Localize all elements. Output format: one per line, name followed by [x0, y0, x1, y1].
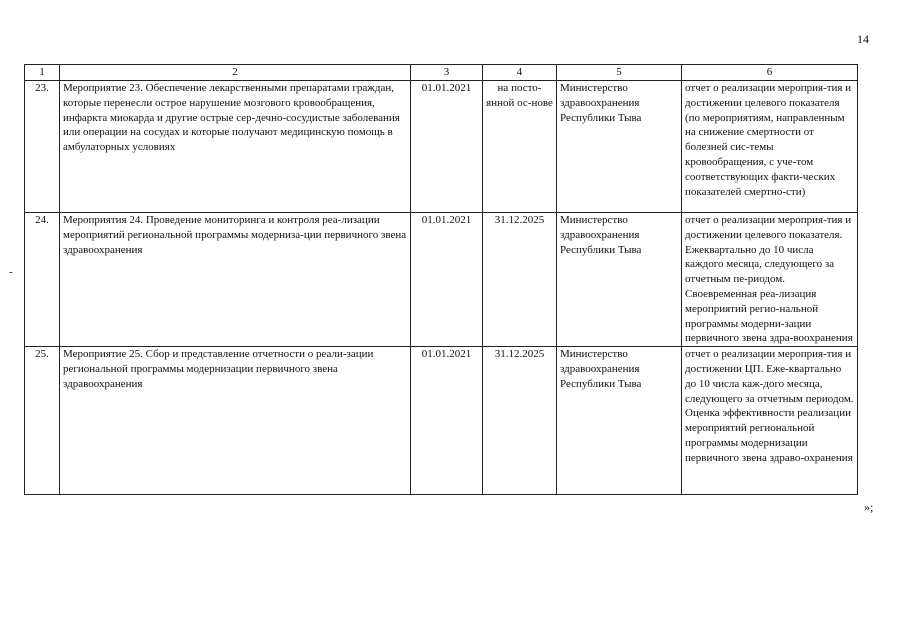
start-date: 01.01.2021 — [411, 213, 483, 347]
column-header: 2 — [60, 65, 411, 81]
end-date: 31.12.2025 — [483, 347, 557, 495]
table-header-row — [25, 65, 858, 81]
start-date: 01.01.2021 — [411, 81, 483, 213]
end-date: 31.12.2025 — [483, 213, 557, 347]
row-number: 23. — [25, 81, 60, 213]
row-number: 24. — [25, 213, 60, 347]
column-header: 3 — [411, 65, 483, 81]
activity-name: Мероприятие 25. Сбор и представление отчетности о реали-зации региональной программы модернизации первичного звена здравоохранения — [60, 347, 411, 495]
column-header: 1 — [25, 65, 60, 81]
table-row — [25, 213, 858, 347]
expected-result: отчет о реализации мероприя-тия и достижении целевого показателя (по мероприятиям, направленным на снижение смертности от болезней сис-темы кровообращения, с уче-том соответствующих факти-ческих показателей смертно-сти) — [682, 81, 858, 213]
column-header: 5 — [557, 65, 682, 81]
closing-quote-mark: »; — [864, 500, 874, 514]
table-row — [25, 347, 858, 495]
column-header: 4 — [483, 65, 557, 81]
row-number: 25. — [25, 347, 60, 495]
executor: Министерство здравоохранения Республики Тыва — [557, 81, 682, 213]
table-row — [25, 81, 858, 213]
expected-result: отчет о реализации мероприя-тия и достижении целевого показателя. Ежеквартально до 10 числа каждого месяца, следующего за отчетным пе-риодом. Своевременная реа-лизация мероприятий регио-нальной программы модерни-зации первичного звена здра-воохранения — [682, 213, 858, 347]
margin-mark: - — [9, 266, 13, 278]
page-number: 14 — [857, 32, 869, 46]
activity-name: Мероприятие 23. Обеспечение лекарственными препаратами граждан, которые перенесли острое нарушение мозгового кровообращения, инфаркта миокарда и другие острые сер-дечно-сосудистые заболевания или операции на сосудах и которые получают медицинскую помощь в амбулаторных условиях — [60, 81, 411, 213]
column-header: 6 — [682, 65, 858, 81]
activity-name: Мероприятия 24. Проведение мониторинга и контроля реа-лизации мероприятий региональной программы модерниза-ции первичного звена здравоохранения — [60, 213, 411, 347]
expected-result: отчет о реализации мероприя-тия и достижении ЦП. Еже-квартально до 10 числа каж-дого месяца, следующего за отчетным периодом. Оценка эффективности реализации мероприятий региональной программы модернизации первичного звена здраво-охранения — [682, 347, 858, 495]
start-date: 01.01.2021 — [411, 347, 483, 495]
end-date: на посто-янной ос-нове — [483, 81, 557, 213]
activities-table — [24, 64, 858, 495]
executor: Министерство здравоохранения Республики Тыва — [557, 213, 682, 347]
executor: Министерство здравоохранения Республики Тыва — [557, 347, 682, 495]
